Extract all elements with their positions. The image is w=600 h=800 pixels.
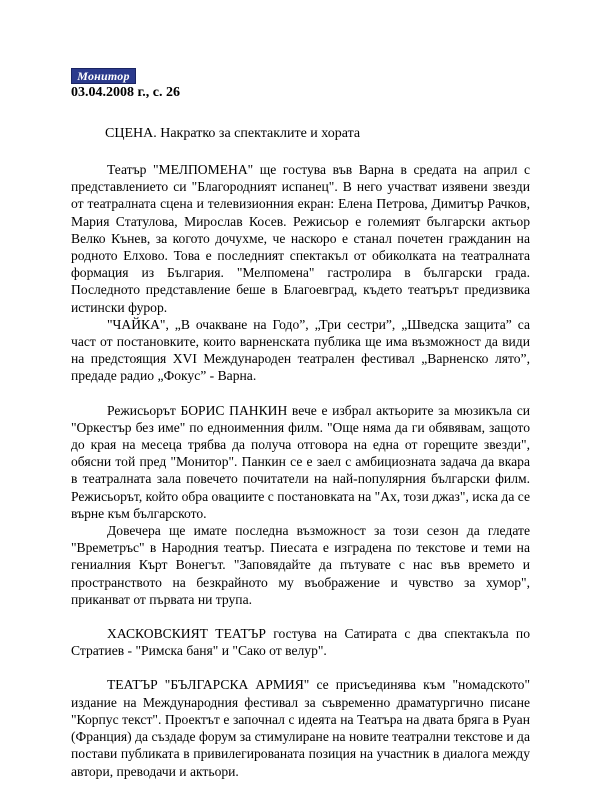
paragraph-bulgarian-army: ТЕАТЪР "БЪЛГАРСКА АРМИЯ" се присъединява към "номадското" издание на Международния фестивал за съвременно драматургично писане "Корпус текст". Проектът е започнал с идеята на Театъра на двата бряга в Руан (Франция) да създаде форум за стимулиране на новите театрални текстове и да постави публиката в привилегированата позиция на участник в диалога между автори, преводачи и актьори. [71, 677, 530, 779]
paragraph-pankin: Режисьорът БОРИС ПАНКИН вече е избрал актьорите за мюзикъла си "Оркестър без име" по едноименния филм. "Още няма да ги обявявам, защото до края на месеца трябва да получа отговора на една от горещите звезди", обясни той пред "Монитор". Панкин се е заел с амбициозната задача да вкара в театралната зала повечето почитатели на най-популярния български филм. Режисьорът, който обра овациите с постановката на "Ах, този джаз", иска да се върне към българското. [71, 402, 530, 521]
paragraph-vremetras: Довечера ще имате последна възможност за този сезон да гледате "Времетръс" в Народния театър. Пиесата е изградена по текстове и теми на гениалния Кърт Вонегът. "Заповядайте да пътувате с нас във времето и пространството на безкрайното му въображение и чувство за хумор", приканват от първата ни трупа. [71, 523, 530, 607]
paragraph-melpomena: Театър "МЕЛПОМЕНА" ще гостува във Варна в средата на април с представлението си "Благородният испанец". В него участват изявени звезди от театралната сцена и телевизионния екран: Елена Петрова, Димитър Рачков, Мария Статулова, Мирослав Косев. Режисьор е големият български актьор Велко Кънев, за когото дочухме, че наскоро е станал почетен гражданин на родното Елхово. Това е последният спектакъл от обиколката на театралната формация из България. "Мелпомена" гастролира в български града. Последното представление беше в Благоевград, където театърът предизвика истински фурор. [71, 162, 530, 315]
paragraph-haskovo: ХАСКОВСКИЯТ ТЕАТЪР гостува на Сатирата с два спектакъла по Стратиев - "Римска баня" и "Сако от велур". [71, 626, 530, 659]
article-title: СЦЕНА. Накратко за спектаклите и хората [105, 126, 361, 141]
dateline: 03.04.2008 г., с. 26 [71, 85, 180, 100]
article-body [71, 161, 530, 780]
logo-text: Монитор [77, 69, 130, 83]
monitor-logo [71, 68, 136, 84]
paragraph-varna-festival: "ЧАЙКА", „В очакване на Годо”, „Три сестри”, „Шведска защита” са част от постановките, които варненската публика ще има възможност да види на предстоящия XVI Международен театрален фестивал „Варненско лято”, предаде радио „Фокус” - Варна. [71, 316, 530, 384]
